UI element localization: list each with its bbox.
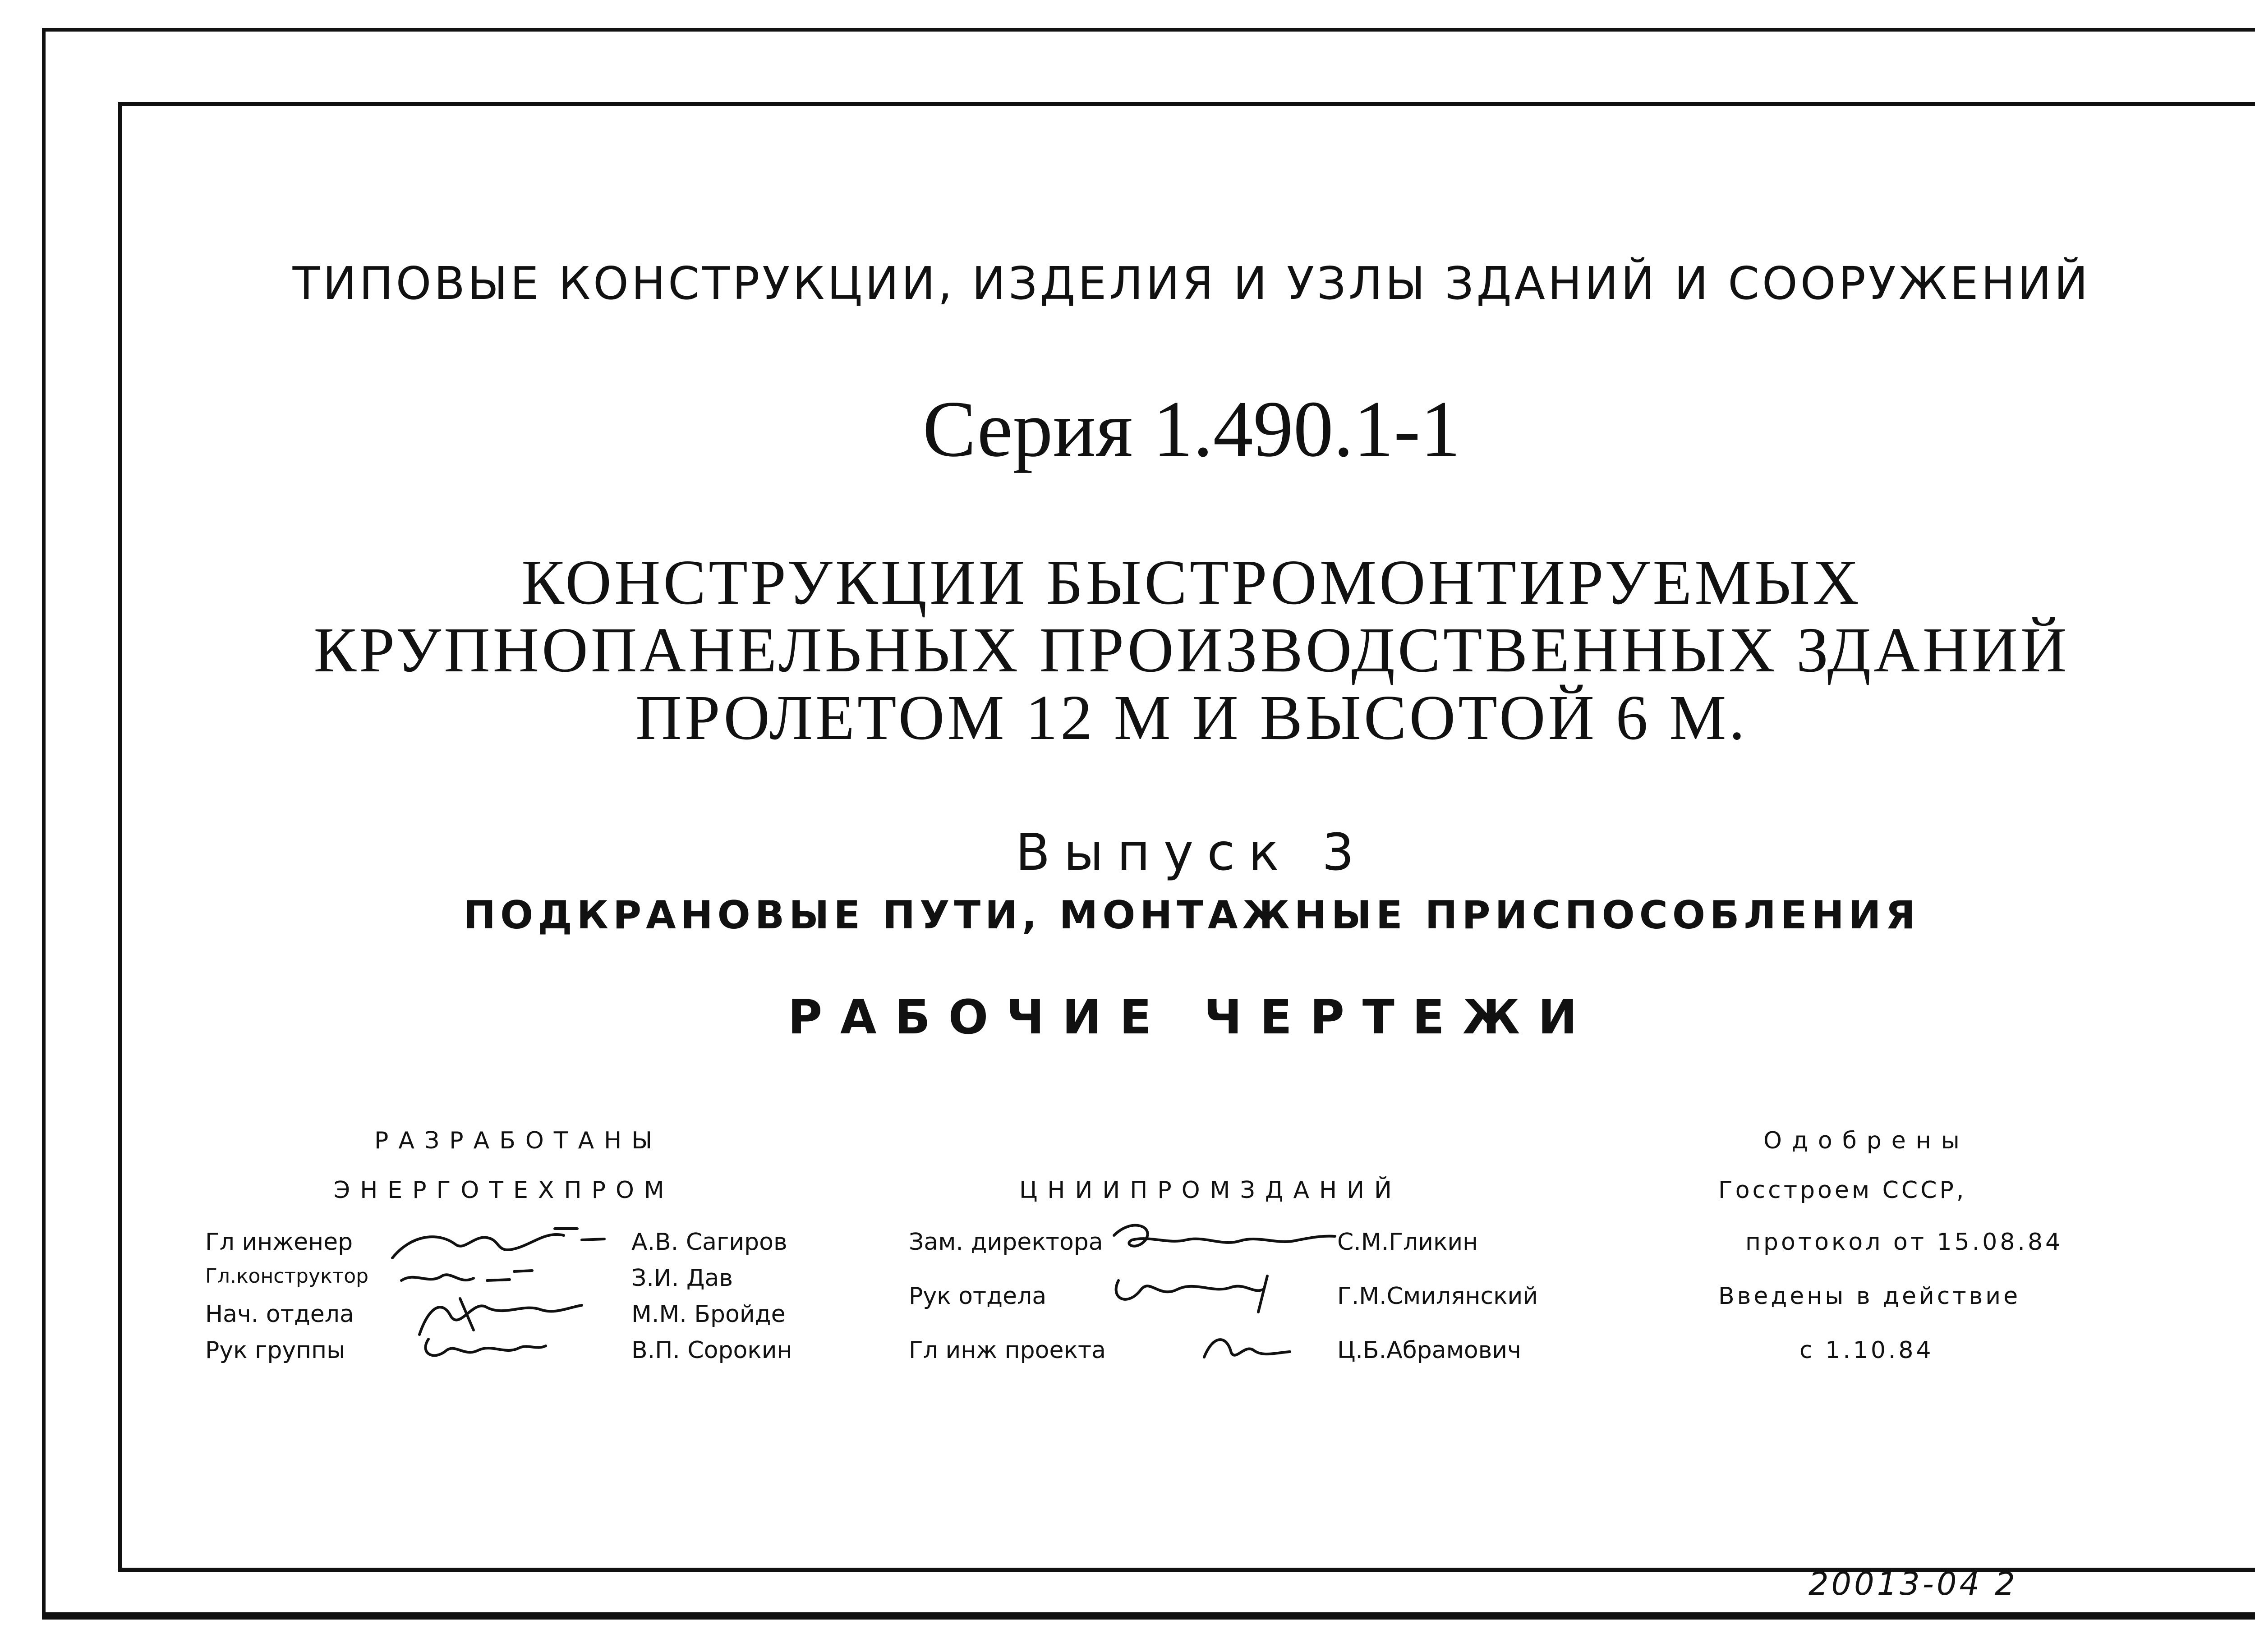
- institute-org: ЦНИИПРОМЗДАНИЙ: [1019, 1177, 1402, 1204]
- developed-name-3: М.М. Бройде: [631, 1301, 786, 1328]
- approved-line-1: Госстроем СССР,: [1718, 1177, 1967, 1204]
- institute-name-1: С.М.Гликин: [1337, 1229, 1478, 1256]
- developed-org: ЭНЕРГОТЕХПРОМ: [334, 1177, 674, 1204]
- institute-role-2: Рук отдела: [909, 1283, 1047, 1310]
- document-number: 20013-04 2: [1809, 1565, 2018, 1602]
- series-number: Серия 1.490.1-1: [922, 384, 1461, 473]
- drawings-label: РАБОЧИЕ ЧЕРТЕЖИ: [787, 990, 1596, 1045]
- developed-role-3: Нач. отдела: [205, 1301, 354, 1328]
- title-line-3: ПРОЛЕТОМ 12 М И ВЫСОТОЙ 6 М.: [635, 682, 1748, 753]
- signature-abramovich: [1195, 1326, 1294, 1366]
- signature-smilyansky: [1105, 1262, 1294, 1317]
- approved-line-2: протокол от 15.08.84: [1745, 1229, 2063, 1256]
- signature-glikin: [1105, 1208, 1339, 1262]
- issue-number: Выпуск 3: [1015, 823, 1368, 882]
- developed-name-2: З.И. Дав: [631, 1265, 733, 1292]
- developed-name-4: В.П. Сорокин: [631, 1337, 792, 1364]
- series-category: ТИПОВЫЕ КОНСТРУКЦИИ, ИЗДЕЛИЯ И УЗЛЫ ЗДАНИЙ И СООРУЖЕНИЙ: [292, 257, 2091, 310]
- institute-name-2: Г.М.Смилянский: [1337, 1283, 1538, 1310]
- title-line-2: КРУПНОПАНЕЛЬНЫХ ПРОИЗВОДСТВЕННЫХ ЗДАНИЙ: [313, 614, 2070, 685]
- approved-line-4: с 1.10.84: [1799, 1337, 1934, 1364]
- developed-heading: РАЗРАБОТАНЫ: [374, 1127, 663, 1154]
- approved-line-3: Введены в действие: [1718, 1283, 2021, 1310]
- developed-name-1: А.В. Сагиров: [631, 1229, 787, 1256]
- issue-subtitle: ПОДКРАНОВЫЕ ПУТИ, МОНТАЖНЫЕ ПРИСПОСОБЛЕНИЯ: [463, 893, 1920, 938]
- institute-name-3: Ц.Б.Абрамович: [1337, 1337, 1521, 1364]
- title-line-1: КОНСТРУКЦИИ БЫСТРОМОНТИРУЕМЫХ: [521, 546, 1862, 618]
- approved-heading: Одобрены: [1763, 1127, 1970, 1154]
- signature-dav: [397, 1258, 541, 1294]
- developed-role-1: Гл инженер: [205, 1229, 353, 1256]
- developed-role-4: Рук группы: [205, 1337, 345, 1364]
- developed-role-2: Гл.конструктор: [205, 1265, 369, 1288]
- institute-role-3: Гл инж проекта: [909, 1337, 1106, 1364]
- institute-role-1: Зам. директора: [909, 1229, 1103, 1256]
- signature-sorokin: [415, 1326, 550, 1366]
